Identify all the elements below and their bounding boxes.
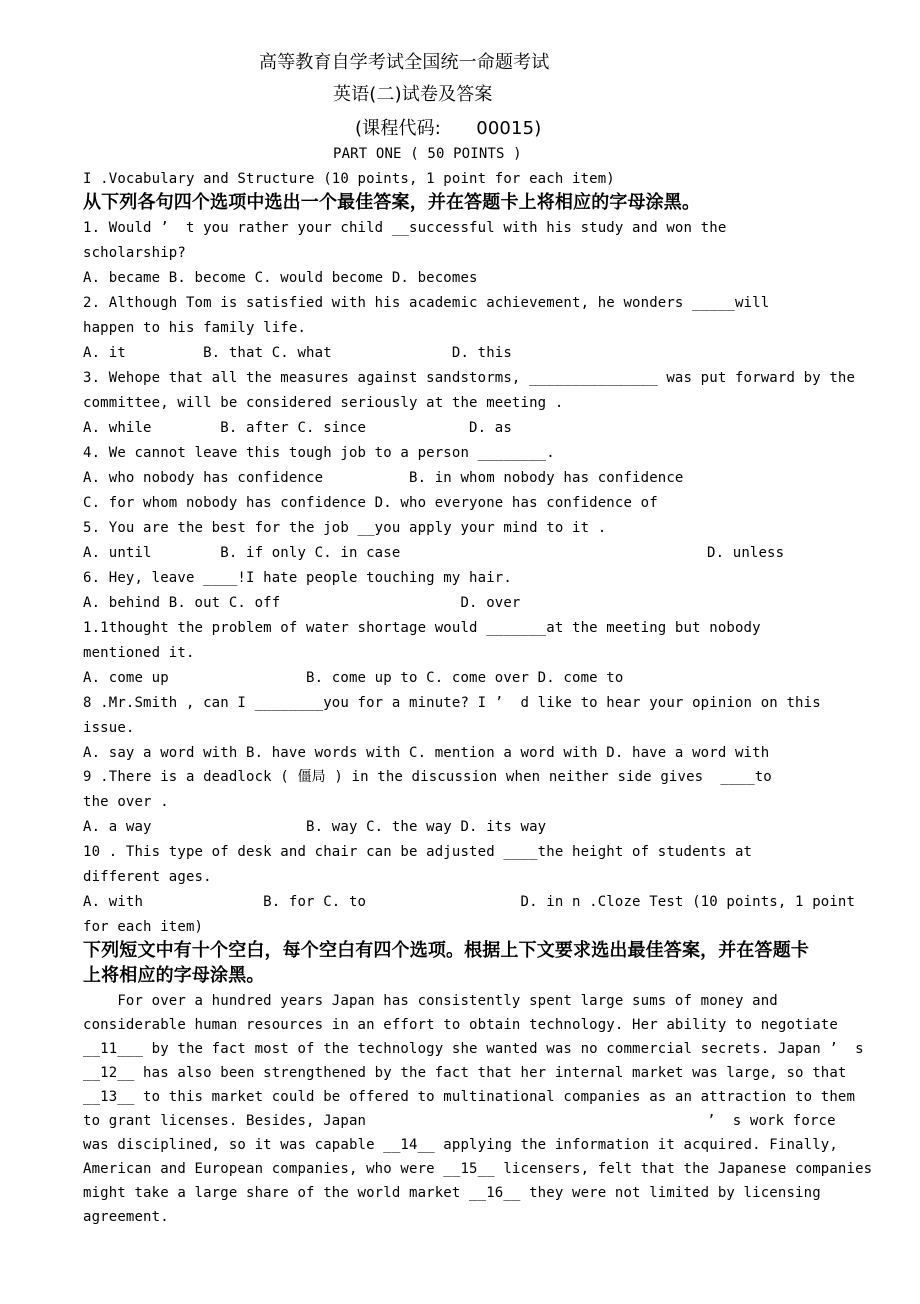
question-line: 5. You are the best for the job __you apply your mind to it . — [83, 520, 607, 536]
question-line: 8 .Mr.Smith , can I ________you for a minute? I ’ d like to hear your opinion on this — [83, 695, 821, 711]
course-code: (课程代码: 00015) — [355, 118, 542, 139]
question-line: issue. — [83, 720, 135, 736]
passage-line: considerable human resources in an effort to obtain technology. Her ability to negotiate — [83, 1017, 838, 1033]
question-line: A. who nobody has confidence B. in whom nobody has confidence — [83, 470, 684, 486]
question-line: mentioned it. — [83, 645, 195, 661]
question-line: C. for whom nobody has confidence D. who everyone has confidence of — [83, 495, 658, 511]
passage-line: For over a hundred years Japan has consistently spent large sums of money and — [83, 993, 778, 1009]
passage-line: __11___ by the fact most of the technology she wanted was no commercial secrets. Japan ’ s — [83, 1041, 864, 1057]
question-line: 2. Although Tom is satisfied with his academic achievement, he wonders _____will — [83, 295, 770, 311]
question-line: A. come up B. come up to C. come over D. come to — [83, 670, 624, 686]
question-line: A. a way B. way C. the way D. its way — [83, 819, 547, 835]
question-line: A. with B. for C. to D. in n .Cloze Test (10 points, 1 point — [83, 894, 856, 910]
passage-line: __12__ has also been strengthened by the fact that her internal market was large, so that — [83, 1065, 847, 1081]
passage-work-force: ’ s work force — [707, 1113, 836, 1129]
question-line: 4. We cannot leave this tough job to a person ________. — [83, 445, 555, 461]
question-line: 1. Would ’ t you rather your child __successful with his study and won the — [83, 220, 727, 236]
question-line: 9 .There is a deadlock ( 僵局 ) in the discussion when neither side gives ____to — [83, 769, 772, 785]
section-instruction-cloze: 下列短文中有十个空白，每个空白有四个选项。根据上下文要求选出最佳答案，并在答题卡 — [83, 940, 809, 961]
question-line: A. became B. become C. would become D. becomes — [83, 270, 478, 286]
question-line: scholarship? — [83, 245, 186, 261]
question-line: different ages. — [83, 869, 212, 885]
question-line: A. it B. that C. what D. this — [83, 345, 512, 361]
question-line: committee, will be considered seriously at the meeting . — [83, 395, 564, 411]
passage-line: agreement. — [83, 1209, 169, 1225]
question-line: happen to his family life. — [83, 320, 307, 336]
passage-line: was disciplined, so it was capable __14__ applying the information it acquired. Finally, — [83, 1137, 838, 1153]
part-heading: PART ONE ( 50 POINTS ) — [333, 146, 522, 162]
passage-line: to grant licenses. Besides, Japan — [83, 1113, 367, 1129]
question-line: 10 . This type of desk and chair can be adjusted ____the height of students at — [83, 844, 753, 860]
section-instruction-cloze-cont: 上将相应的字母涂黑。 — [83, 965, 265, 986]
question-line: A. while B. after C. since D. as — [83, 420, 512, 436]
exam-title: 高等教育自学考试全国统一命题考试 — [259, 52, 550, 73]
question-line: A. say a word with B. have words with C. mention a word with D. have a word with — [83, 745, 770, 761]
question-line: A. behind B. out C. off D. over — [83, 595, 521, 611]
question-line: the over . — [83, 794, 169, 810]
question-line: A. until B. if only C. in case — [83, 545, 401, 561]
passage-line: might take a large share of the world market __16__ they were not limited by licensing — [83, 1185, 821, 1201]
option-d-unless: D. unless — [707, 545, 785, 561]
section-instruction-vocabulary: 从下列各句四个选项中选出一个最佳答案，并在答题卡上将相应的字母涂黑。 — [83, 192, 701, 213]
passage-line: __13__ to this market could be offered to multinational companies as an attraction to them — [83, 1089, 856, 1105]
question-line: 6. Hey, leave ____!I hate people touching my hair. — [83, 570, 512, 586]
exam-subtitle: 英语(二)试卷及答案 — [333, 84, 493, 105]
question-line: 3. Wehope that all the measures against sandstorms, _______________ was put forward by the — [83, 370, 856, 386]
question-line: for each item) — [83, 919, 204, 935]
passage-line: American and European companies, who were __15__ licensers, felt that the Japanese companies — [83, 1161, 873, 1177]
question-line: 1.1thought the problem of water shortage would _______at the meeting but nobody — [83, 620, 761, 636]
section-heading-vocabulary: I .Vocabulary and Structure (10 points, 1 point for each item) — [83, 171, 615, 187]
